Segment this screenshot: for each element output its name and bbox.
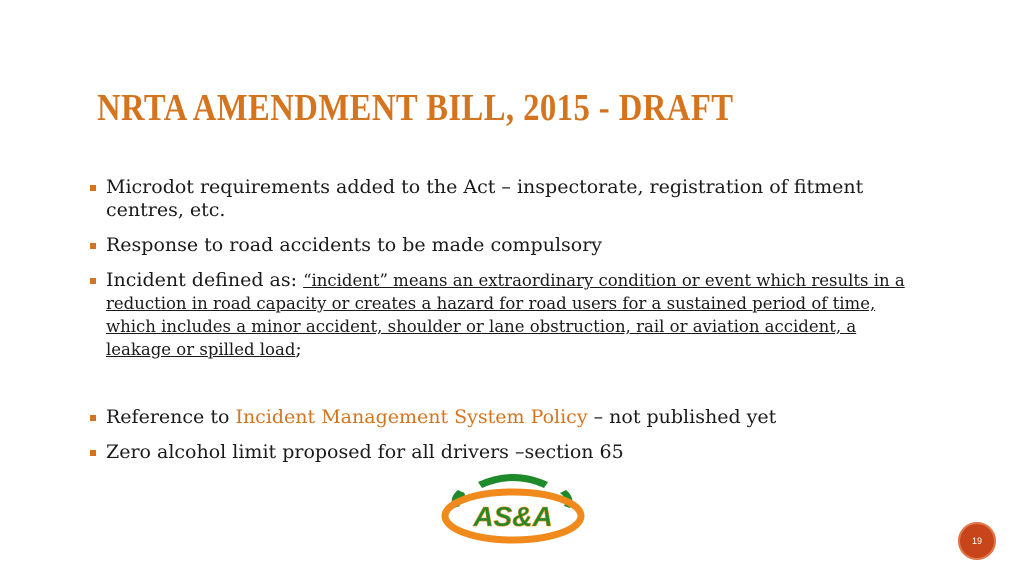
- bullet-response: [88, 234, 918, 257]
- incident-lead: Incident defined as:: [106, 269, 304, 291]
- bullet-text: Microdot requirements added to the Act – inspectorate, registration of fitment centres, etc.: [106, 176, 864, 221]
- bullet-list: [88, 176, 918, 476]
- incident-definition: “incident” means an extraordinary condition or event which results in a reduction in road capacity or creates a hazard for road users for a sustained period of time, which includes a minor accident, shoulder or lane obstruction, rail or aviation accident, a leakage or spilled load: [106, 271, 905, 359]
- bullet-alcohol: [88, 441, 918, 464]
- bullet-marker: [90, 185, 96, 191]
- bullet-incident: [88, 269, 918, 361]
- bullet-marker: [90, 415, 96, 421]
- bullet-reference: [88, 406, 918, 429]
- page-number-badge: 19: [958, 522, 996, 560]
- logo-text: AS&A: [473, 501, 553, 532]
- incident-trail: ;: [295, 338, 302, 360]
- bullet-text: Response to road accidents to be made compulsory: [106, 234, 603, 256]
- logo-arc: [478, 474, 548, 488]
- bullet-microdot: [88, 176, 918, 222]
- bullet-marker: [90, 450, 96, 456]
- bullet-marker: [90, 278, 96, 284]
- asa-logo: [440, 468, 586, 546]
- reference-link[interactable]: Incident Management System Policy: [235, 406, 588, 428]
- reference-prefix: Reference to: [106, 406, 236, 428]
- slide-title: NRTA AMENDMENT BILL, 2015 - DRAFT: [97, 87, 734, 129]
- bullet-text: Zero alcohol limit proposed for all drivers –section 65: [106, 441, 624, 463]
- reference-suffix: – not published yet: [587, 406, 777, 428]
- bullet-marker: [90, 243, 96, 249]
